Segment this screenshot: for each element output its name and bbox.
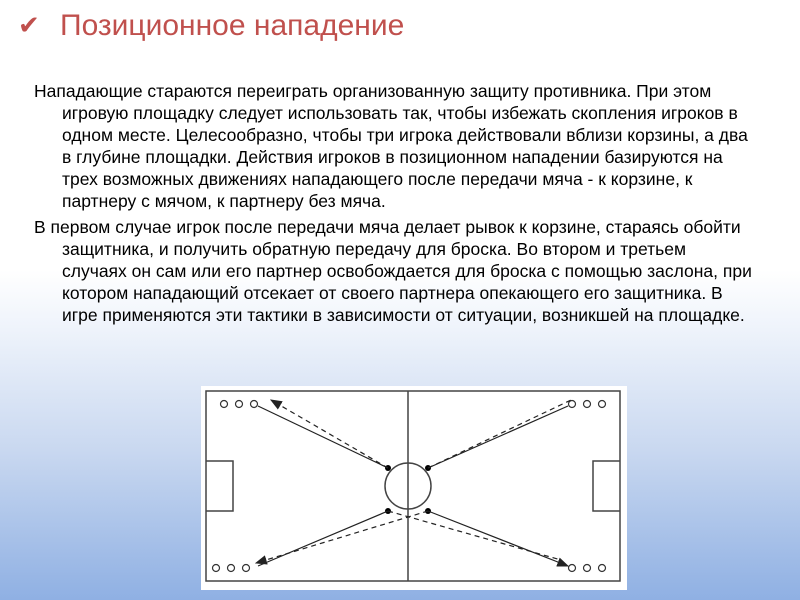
paragraph-1: Нападающие стараются переиграть организованную защиту противника. При этом игровую площадку следует использовать так, чтобы избежать скопления игроков в одном месте. Целесообразно, чтобы три игрока действовали вблизи корзины, а два в глубине площадки. Действия игроков в позиционном нападении базируются на трех возможных движениях нападающего после передачи мяча - к корзине, к партнеру с мячом, к партнеру без мяча.: [34, 81, 748, 211]
player-circle: [584, 401, 591, 408]
slide-title: Позиционное нападение: [60, 9, 405, 42]
player-circle: [228, 565, 235, 572]
paragraph-2: В первом случае игрок после передачи мяча делает рывок к корзине, стараясь обойти защитника, и получить обратную передачу для броска. Во втором и третьем случаях он сам или его партнер освобождается для броска с помощью заслона, при котором нападающий отсекает от своего партнера опекающего его защитника. В игре применяются эти тактики в зависимости от ситуации, возникшей на площадке.: [34, 217, 752, 325]
player-circle: [221, 401, 228, 408]
player-circle: [569, 401, 576, 408]
player-circle: [599, 401, 606, 408]
body-text: [34, 80, 754, 330]
court-outline: [206, 391, 620, 581]
player-circle: [569, 565, 576, 572]
player-circle: [236, 401, 243, 408]
player-circle: [251, 401, 258, 408]
player-circle: [599, 565, 606, 572]
player-circle: [213, 565, 220, 572]
court-diagram-svg: [201, 386, 627, 590]
player-circle: [584, 565, 591, 572]
court-diagram: [201, 386, 627, 590]
check-mark-icon: ✔: [18, 11, 40, 41]
title-row: [18, 4, 404, 48]
player-circle: [243, 565, 250, 572]
